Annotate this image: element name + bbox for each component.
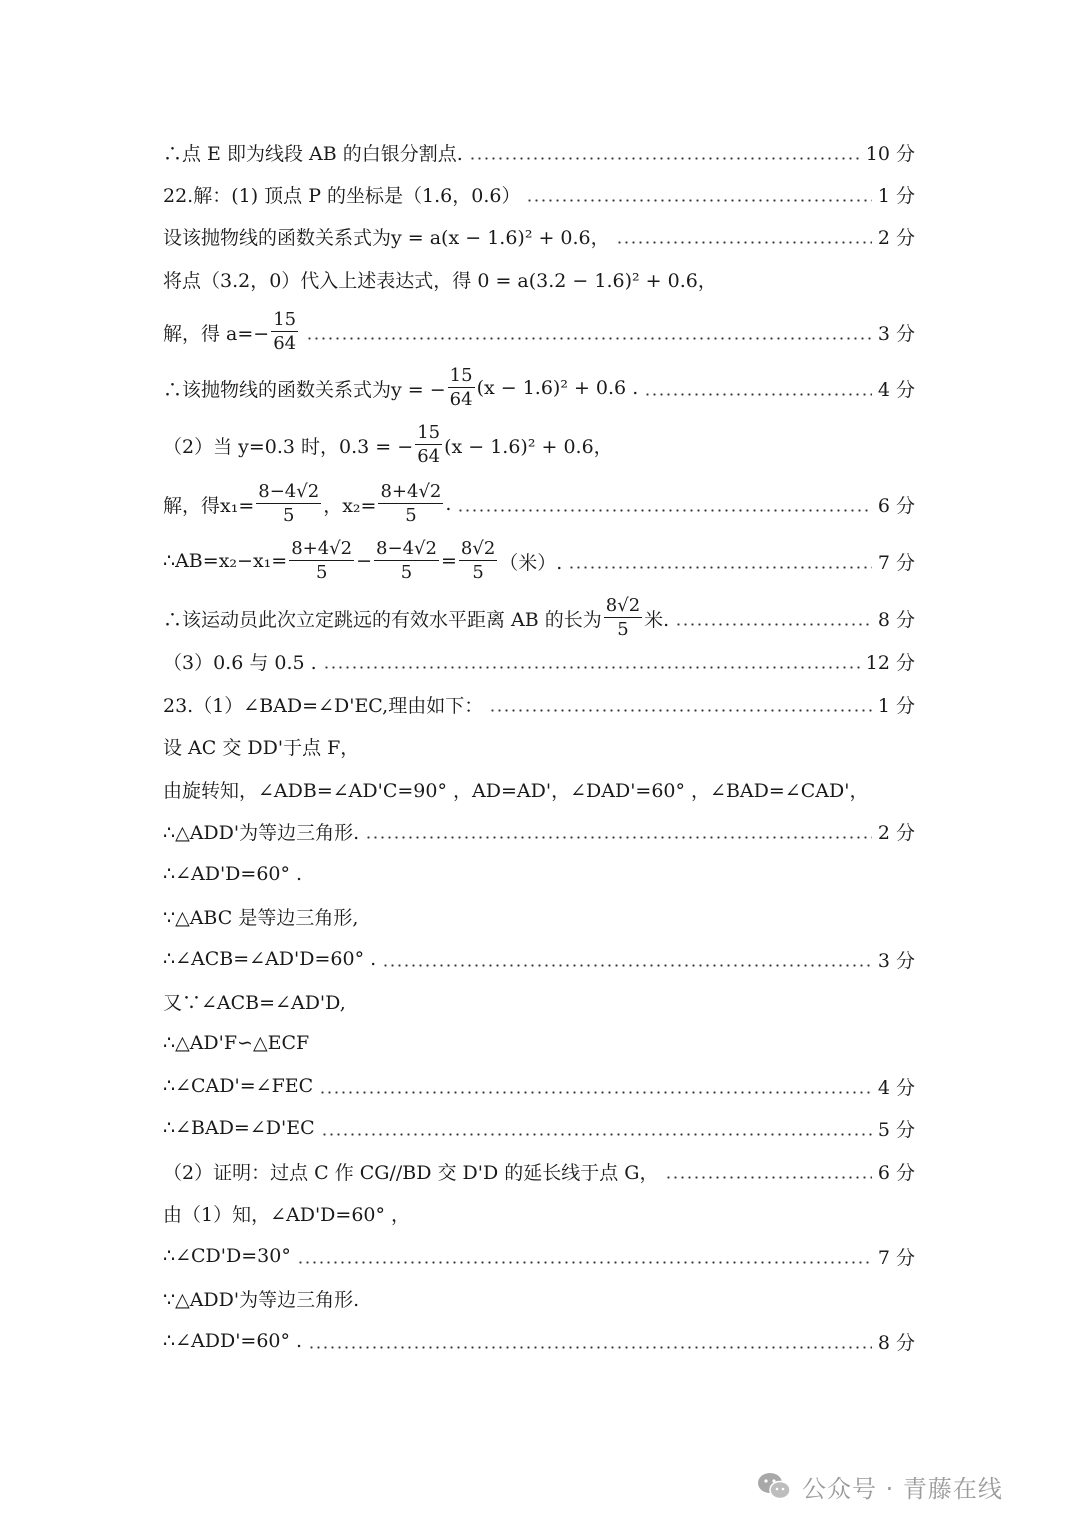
answer-line: ∵△ABC 是等边三角形, <box>163 906 359 929</box>
dot-leader <box>365 836 872 839</box>
answer-line: 解，得x₁= $\frac{8-4√2}{5}$ ，x₂= $\frac{8+4√2}{5}$ . 6 分 <box>163 481 915 526</box>
watermark-text: 公众号 · 青藤在线 <box>802 1474 1003 1503</box>
fraction: $\frac{8+4√2}{5}$ <box>291 538 353 583</box>
answer-line: 23.（1）∠BAD=∠D'EC,理由如下： 1 分 <box>163 684 915 724</box>
score-label: 3 分 <box>877 322 915 345</box>
fraction: $\frac{15}{64}$ <box>417 422 441 467</box>
answer-line: 由（1）知，∠AD'D=60° ， <box>163 1203 411 1226</box>
score-label: 12 分 <box>865 651 915 674</box>
score-label: 8 分 <box>877 608 915 631</box>
dot-leader <box>644 393 872 396</box>
dot-leader <box>489 709 872 712</box>
dot-leader <box>568 566 872 569</box>
dot-leader <box>297 1261 872 1264</box>
dot-leader <box>306 337 872 340</box>
wechat-icon <box>756 1471 792 1501</box>
answer-line: ∴∠BAD=∠D'EC 5 分 <box>163 1108 915 1148</box>
fraction: $\frac{15}{64}$ <box>449 365 473 410</box>
dot-leader <box>321 1133 872 1136</box>
answer-line: ∴∠CAD'=∠FEC 4 分 <box>163 1066 915 1106</box>
score-label: 4 分 <box>877 1076 915 1099</box>
score-label: 10 分 <box>865 142 915 165</box>
answer-line: ∵△ADD'为等边三角形. <box>163 1288 360 1311</box>
answer-line: 解，得 a=− $\frac{15}{64}$ 3 分 <box>163 309 915 354</box>
dot-leader <box>469 157 860 160</box>
score-label: 1 分 <box>877 184 915 207</box>
score-label: 2 分 <box>877 226 915 249</box>
score-label: 7 分 <box>877 551 915 574</box>
fraction: $\frac{15}{64}$ <box>273 309 297 354</box>
answer-line: 设 AC 交 DD'于点 F， <box>163 736 360 759</box>
score-label: 5 分 <box>877 1118 915 1141</box>
score-label: 2 分 <box>877 821 915 844</box>
answer-line: ∴△ADD'为等边三角形. 2 分 <box>163 811 915 851</box>
answer-line: ∴∠ACB=∠AD'D=60° . 3 分 <box>163 939 915 979</box>
fraction: $\frac{8-4√2}{5}$ <box>376 538 437 583</box>
fraction: $\frac{8√2}{5}$ <box>605 595 641 640</box>
answer-line: 由旋转知，∠ADB=∠AD'C=90° ，AD=AD'，∠DAD'=60° ，∠BAD=∠CAD'， <box>163 779 869 802</box>
answer-line: 又∵∠ACB=∠AD'D, <box>163 991 346 1014</box>
answer-line: （2）当 y=0.3 时，0.3 = − $\frac{15}{64}$ (x − 1.6)² + 0.6， <box>163 422 613 467</box>
dot-leader <box>319 1091 872 1094</box>
answer-line: 设该抛物线的函数关系式为y = a(x − 1.6)² + 0.6， 2 分 <box>163 216 915 256</box>
answer-line: （3）0.6 与 0.5 . 12 分 <box>163 641 915 681</box>
answer-line: （2）证明：过点 C 作 CG//BD 交 D'D 的延长线于点 G， 6 分 <box>163 1151 915 1191</box>
score-label: 1 分 <box>877 694 915 717</box>
score-label: 3 分 <box>877 949 915 972</box>
score-label: 4 分 <box>877 378 915 401</box>
watermark <box>756 1466 1003 1506</box>
dot-leader <box>457 509 871 512</box>
score-label: 6 分 <box>877 1161 915 1184</box>
score-label: 6 分 <box>877 494 915 517</box>
answer-line: ∴∠ADD'=60° . 8 分 <box>163 1321 915 1361</box>
answer-line: 22.解：(1) 顶点 P 的坐标是（1.6，0.6） 1 分 <box>163 174 915 214</box>
answer-line: ∴△AD'F∽△ECF <box>163 1032 310 1054</box>
dot-leader <box>616 241 872 244</box>
answer-line: 将点（3.2，0）代入上述表达式，得 0 = a(3.2 − 1.6)² + 0.6， <box>163 269 717 292</box>
score-label: 8 分 <box>877 1331 915 1354</box>
answer-line: ∴AB=x₂−x₁= $\frac{8+4√2}{5}$ − $\frac{8-4√2}{5}$ = $\frac{8√2}{5}$ （米）. 7 分 <box>163 538 915 583</box>
dot-leader <box>308 1346 872 1349</box>
dot-leader <box>665 1176 872 1179</box>
fraction: $\frac{8+4√2}{5}$ <box>380 481 442 526</box>
dot-leader <box>675 623 872 626</box>
dot-leader <box>382 964 872 967</box>
score-label: 7 分 <box>877 1246 915 1269</box>
dot-leader <box>526 199 871 202</box>
dot-leader <box>323 666 860 669</box>
answer-line: ∴∠AD'D=60° . <box>163 863 303 885</box>
fraction: $\frac{8√2}{5}$ <box>460 538 496 583</box>
answer-line: ∴∠CD'D=30° 7 分 <box>163 1236 915 1276</box>
answer-line: ∴点 E 即为线段 AB 的白银分割点. 10 分 <box>163 132 915 172</box>
answer-line: ∴该抛物线的函数关系式为y = − $\frac{15}{64}$ (x − 1.6)² + 0.6 . 4 分 <box>163 365 915 410</box>
answer-line: ∴该运动员此次立定跳远的有效水平距离 AB 的长为 $\frac{8√2}{5}$ 米. 8 分 <box>163 595 915 640</box>
fraction: $\frac{8-4√2}{5}$ <box>258 481 320 526</box>
